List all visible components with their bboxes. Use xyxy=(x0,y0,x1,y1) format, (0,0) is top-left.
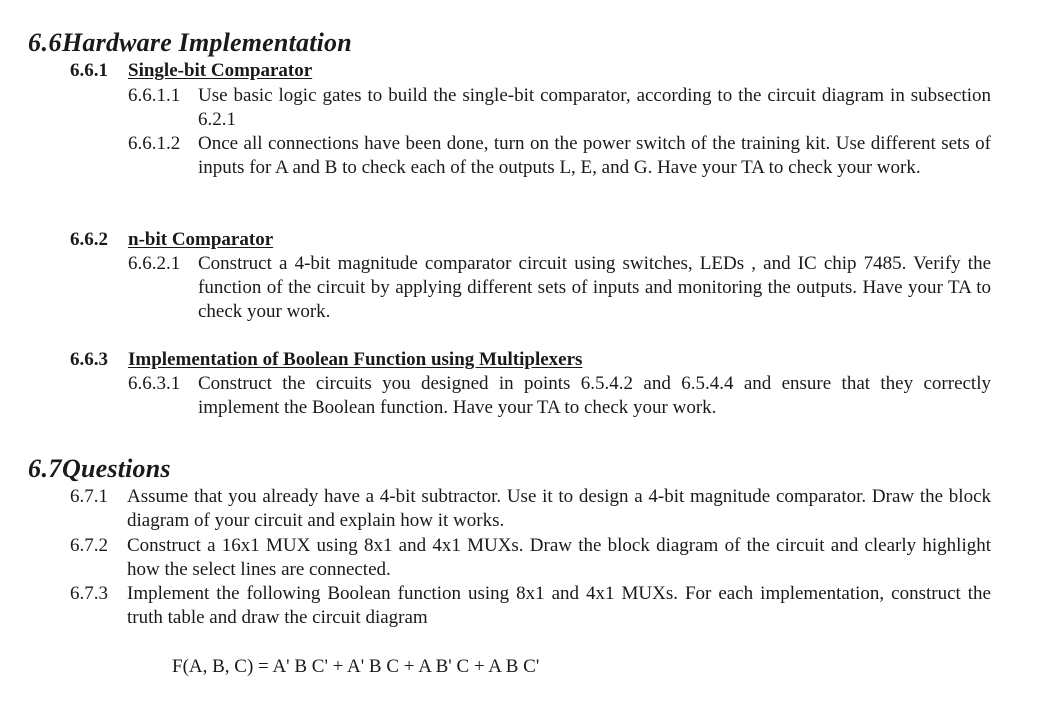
item-number: 6.6.3.1 xyxy=(128,373,181,394)
subsection-number: 6.6.3 xyxy=(70,349,108,370)
question-number: 6.7.1 xyxy=(70,486,108,507)
section-number: 6.6 xyxy=(28,28,62,57)
section-heading-6-6 xyxy=(28,28,352,58)
item-text: Use basic logic gates to build the single-bit comparator, according to the circuit diagram in subsection 6.2.1 xyxy=(198,85,991,130)
question-number: 6.7.2 xyxy=(70,535,108,556)
item-number: 6.6.1.1 xyxy=(128,85,181,106)
section-title: Hardware Implementation xyxy=(62,28,352,57)
boolean-formula: F(A, B, C) = A' B C' + A' B C + A B' C + A B C' xyxy=(172,656,540,677)
question-text: Construct a 16x1 MUX using 8x1 and 4x1 MUXs. Draw the block diagram of the circuit and clearly highlight how the select lines are connected. xyxy=(127,535,991,580)
section-heading-6-7 xyxy=(28,454,171,484)
item-text: Once all connections have been done, turn on the power switch of the training kit. Use different sets of inputs for A and B to check each of the outputs L, E, and G. Have your TA to check your work. xyxy=(198,133,991,178)
subsection-title: n-bit Comparator xyxy=(128,229,274,250)
subsection-number: 6.6.1 xyxy=(70,60,108,81)
question-number: 6.7.3 xyxy=(70,583,108,604)
item-number: 6.6.2.1 xyxy=(128,253,181,274)
item-number: 6.6.1.2 xyxy=(128,133,181,154)
subsection-title: Single-bit Comparator xyxy=(128,60,313,81)
item-text: Construct the circuits you designed in points 6.5.4.2 and 6.5.4.4 and ensure that they correctly implement the Boolean function. Have your TA to check your work. xyxy=(198,373,991,418)
question-text: Assume that you already have a 4-bit subtractor. Use it to design a 4-bit magnitude comparator. Draw the block diagram of your circuit and explain how it works. xyxy=(127,486,991,531)
subsection-title: Implementation of Boolean Function using Multiplexers xyxy=(128,349,583,370)
section-title: Questions xyxy=(62,454,171,483)
subsection-number: 6.6.2 xyxy=(70,229,108,250)
section-number: 6.7 xyxy=(28,454,62,483)
question-text: Implement the following Boolean function using 8x1 and 4x1 MUXs. For each implementation, construct the truth table and draw the circuit diagram xyxy=(127,583,991,628)
item-text: Construct a 4-bit magnitude comparator circuit using switches, LEDs , and IC chip 7485. Verify the function of the circuit by applying different sets of inputs and monitoring the outputs. Have your TA to check your work. xyxy=(198,253,991,322)
